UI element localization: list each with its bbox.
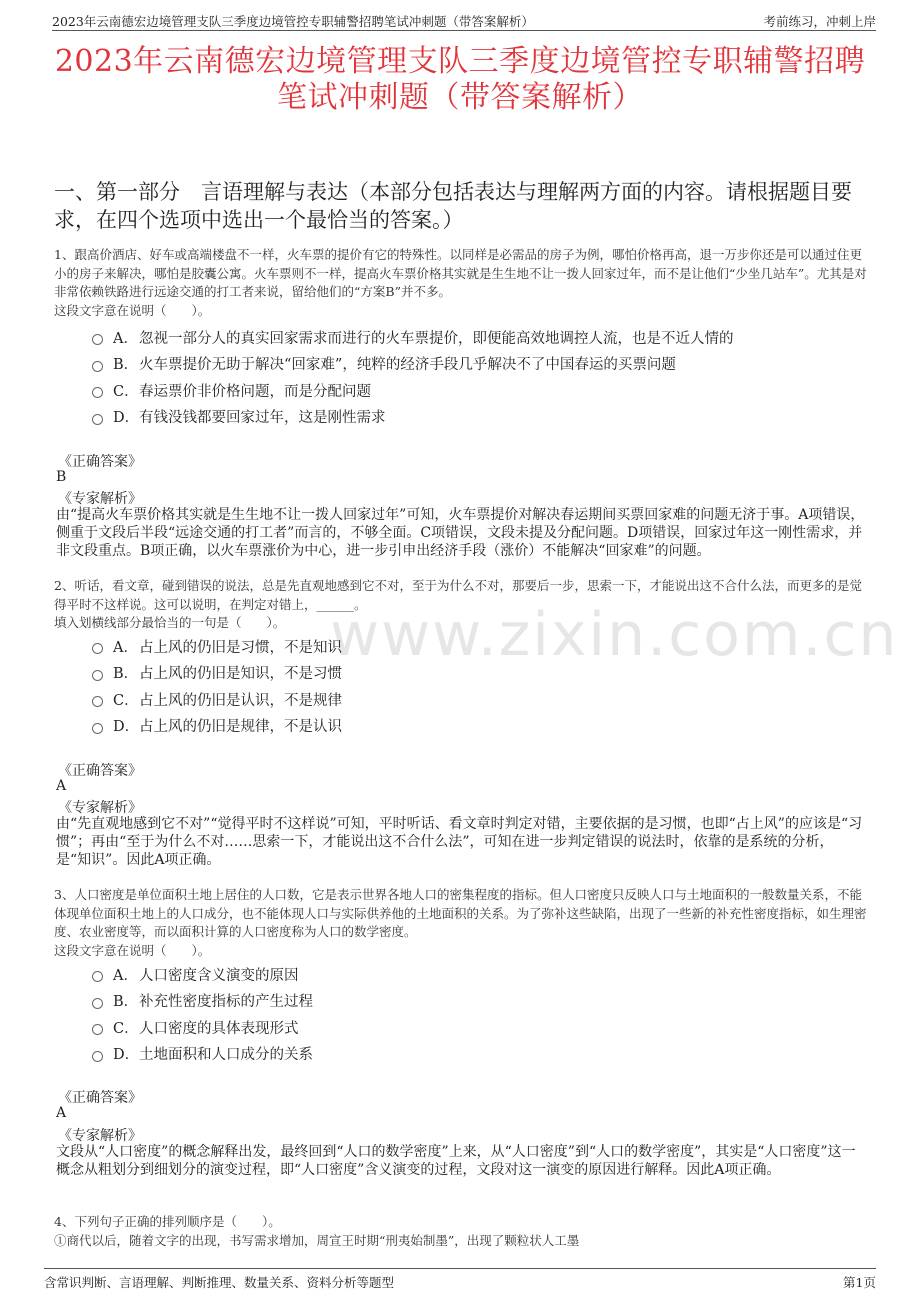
radio-icon[interactable] (92, 334, 103, 345)
option-text: 占上风的仍旧是习惯，不是知识 (139, 639, 342, 656)
answer-label: 《正确答案》 (58, 454, 142, 470)
explanation-label: 《专家解析》 (58, 1128, 142, 1144)
radio-icon[interactable] (92, 723, 103, 734)
option-text: 火车票提价无助于解决“回家难”，纯粹的经济手段几乎解决不了中国春运的买票问题 (139, 357, 676, 374)
explanation-text: 文段从“人口密度”的概念解释出发，最终回到“人口的数学密度”上来，从“人口密度”到“人口的数学密度”，其实是“人口密度”这一概念从粗划分到细划分的演变过程，即“人口密度”含义演变的过程，文段对这一演变的原因进行解释。因此A项正确。 (56, 1144, 856, 1178)
option-d[interactable]: D． 土地面积和人口成分的关系 (92, 1041, 860, 1068)
header-doc-title: 2023年云南德宏边境管理支队三季度边境管控专职辅警招聘笔试冲刺题（带答案解析） (52, 14, 534, 29)
radio-icon[interactable] (92, 414, 103, 425)
radio-icon[interactable] (92, 998, 103, 1009)
question-3-text (54, 886, 868, 960)
header-slogan: 考前练习，冲刺上岸 (763, 14, 876, 29)
option-text: 补充性密度指标的产生过程 (139, 994, 313, 1011)
section-heading: 一、第一部分 言语理解与表达（本部分包括表达与理解两方面的内容。请根据题目要求，在四个选项中选出一个最恰当的答案。） (54, 180, 852, 232)
radio-icon[interactable] (92, 971, 103, 982)
option-d[interactable]: D． 占上风的仍旧是规律，不是认识 (92, 713, 860, 740)
radio-icon[interactable] (92, 670, 103, 681)
option-c[interactable]: C． 占上风的仍旧是认识，不是规律 (92, 686, 860, 713)
page-header (52, 10, 876, 31)
question-body: 2、听话，看文章，碰到错误的说法，总是先直观地感到它不对，至于为什么不对，那要后一步，思索一下，才能说出这不合什么法，而更多的是觉得平时不这样说。这可以说明，在判定对错上，______。 (54, 578, 862, 612)
option-c[interactable]: C． 人口密度的具体表现形式 (92, 1014, 860, 1041)
answer-label: 《正确答案》 (58, 763, 142, 779)
document-title: 2023年云南德宏边境管理支队三季度边境管控专职辅警招聘笔试冲刺题（带答案解析） (54, 44, 866, 115)
answer-label: 《正确答案》 (58, 1090, 142, 1106)
option-text: 忽视一部分人的真实回家需求而进行的火车票提价，即便能高效地调控人流，也是不近人情的 (139, 330, 734, 347)
explanation-text: 由“提高火车票价格其实就是生生地不让一拨人回家过年”可知，火车票提价对解决春运期间买票回家难的问题无济于事。A项错误，侧重于文段后半段“远途交通的打工者”而言的，不够全面。C项错误，文段未提及分配问题。D项错误，回家过年这一刚性需求，并非文段重点。B项正确，以火车票涨价为中心，进一步引申出经济手段（涨价）不能解决“回家难”的问题。 (56, 507, 865, 559)
explanation-label: 《专家解析》 (58, 491, 142, 507)
option-a[interactable]: A． 人口密度含义演变的原因 (92, 961, 860, 988)
option-text: 人口密度的具体表现形式 (139, 1020, 299, 1037)
radio-icon[interactable] (92, 387, 103, 398)
radio-icon[interactable] (92, 696, 103, 707)
answer-value: B (56, 469, 67, 485)
question-2-options (92, 633, 860, 739)
question-3-options (92, 961, 860, 1067)
option-text: 占上风的仍旧是认识，不是规律 (139, 692, 342, 709)
option-text: 土地面积和人口成分的关系 (139, 1047, 313, 1064)
question-body: 4、下列句子正确的排列顺序是（ ）。 (54, 1214, 281, 1229)
question-4-text (54, 1213, 868, 1250)
radio-icon[interactable] (92, 643, 103, 654)
answer-value: A (56, 778, 67, 794)
explanation-text: 由“先直观地感到它不对”“觉得平时不这样说”可知，平时听话、看文章时判定对错，主要依据的是习惯，也即“占上风”的应该是“习惯”；再由“至于为什么不对……思索一下，才能说出这不合什么法”，可知在进一步判定错误的说法时，依靠的是系统的分析，是“知识”。因此A项正确。 (56, 816, 863, 868)
question-body: 1、跟高价酒店、好车或高端楼盘不一样，火车票的提价有它的特殊性。以同样是必需品的房子为例，哪怕价格再高，退一万步你还是可以通过住更小的房子来解决，哪怕是胶囊公寓。火车票则不一样，提高火车票价格其实就是生生地不让一拨人回家过年，而不是让他们“少坐几站车”。尤其是对非常依赖铁路进行远途交通的打工者来说，留给他们的“方案B”并不多。 (54, 247, 867, 299)
option-b[interactable]: B． 火车票提价无助于解决“回家难”，纯粹的经济手段几乎解决不了中国春运的买票问题 (92, 351, 860, 378)
page-number: 第1页 (843, 1275, 876, 1290)
question-body: 3、人口密度是单位面积土地上居住的人口数，它是表示世界各地人口的密集程度的指标。但人口密度只反映人口与土地面积的一般数量关系，不能体现单位面积土地上的人口成分，也不能体现人口与实际供养他的土地面积的关系。为了弥补这些缺陷，出现了一些新的补充性密度指标，如生理密度、农业密度等，而以面积计算的人口密度称为人口的数学密度。 (54, 887, 867, 939)
question-1-text (54, 246, 868, 320)
option-b[interactable]: B． 补充性密度指标的产生过程 (92, 988, 860, 1015)
footer-note: 含常识判断、言语理解、判断推理、数量关系、资料分析等题型 (44, 1275, 395, 1290)
watermark: www.zixin.com.cn (330, 600, 899, 670)
question-line: ①商代以后，随着文字的出现，书写需求增加，周宣王时期“刑夷始制墨”，出现了颗粒状人工墨 (54, 1232, 580, 1248)
page-footer (44, 1268, 876, 1291)
answer-value: A (56, 1105, 67, 1121)
question-prompt: 这段文字意在说明（ ）。 (54, 302, 211, 318)
option-text: 占上风的仍旧是知识，不是习惯 (139, 666, 342, 683)
radio-icon[interactable] (92, 361, 103, 372)
option-d[interactable]: D． 有钱没钱都要回家过年，这是刚性需求 (92, 404, 860, 431)
option-text: 占上风的仍旧是规律，不是认识 (139, 719, 342, 736)
question-prompt: 这段文字意在说明（ ）。 (54, 942, 211, 958)
radio-icon[interactable] (92, 1051, 103, 1062)
option-a[interactable]: A． 忽视一部分人的真实回家需求而进行的火车票提价，即便能高效地调控人流，也是不近人情的 (92, 324, 860, 351)
question-1-options (92, 324, 860, 430)
explanation-label: 《专家解析》 (58, 800, 142, 816)
option-b[interactable]: B． 占上风的仍旧是知识，不是习惯 (92, 660, 860, 687)
question-2-text (54, 577, 868, 633)
option-text: 春运票价非价格问题，而是分配问题 (139, 383, 371, 400)
radio-icon[interactable] (92, 1024, 103, 1035)
option-text: 人口密度含义演变的原因 (139, 967, 299, 984)
option-text: 有钱没钱都要回家过年，这是刚性需求 (139, 410, 386, 427)
question-prompt: 填入划横线部分最恰当的一句是（ ）。 (54, 615, 286, 630)
option-c[interactable]: C． 春运票价非价格问题，而是分配问题 (92, 377, 860, 404)
option-a[interactable]: A． 占上风的仍旧是习惯，不是知识 (92, 633, 860, 660)
